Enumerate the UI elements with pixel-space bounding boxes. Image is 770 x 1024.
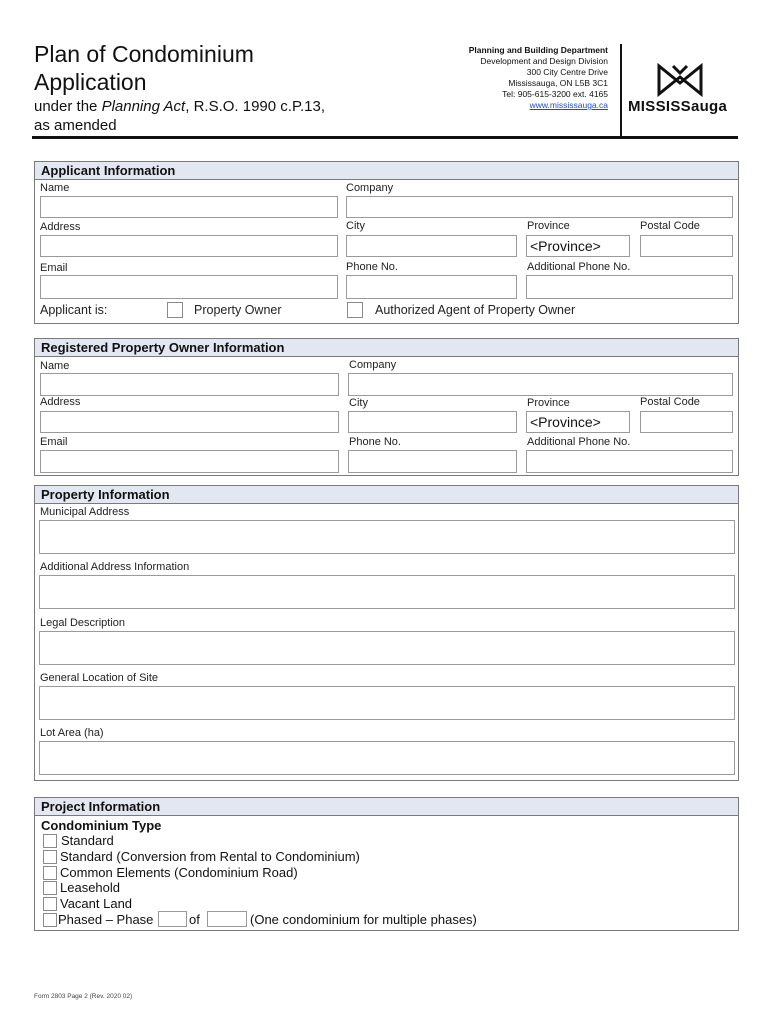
applicant-postal-input[interactable]	[640, 235, 733, 257]
owner-address-input[interactable]	[40, 411, 339, 433]
owner-email-input[interactable]	[40, 450, 339, 473]
owner-name-label: Name	[40, 360, 70, 372]
standard-label: Standard	[61, 833, 114, 848]
subtitle-post: , R.S.O. 1990 c.P.13,	[185, 98, 326, 115]
vacant-land-checkbox[interactable]	[43, 897, 57, 911]
applicant-city-input[interactable]	[346, 235, 517, 257]
applicant-phone-label: Phone No.	[346, 261, 398, 273]
owner-name-input[interactable]	[40, 373, 339, 396]
standard-conversion-label: Standard (Conversion from Rental to Condominium)	[60, 849, 360, 864]
municipal-address-label: Municipal Address	[40, 506, 130, 518]
phased-note: (One condominium for multiple phases)	[250, 912, 477, 927]
owner-postal-input[interactable]	[640, 411, 733, 433]
standard-conversion-checkbox[interactable]	[43, 850, 57, 864]
applicant-province-select[interactable]: <Province>	[526, 235, 630, 257]
applicant-address-label: Address	[40, 221, 81, 233]
department-contact	[348, 45, 608, 111]
dept-street: 300 City Centre Drive	[526, 67, 608, 77]
applicant-email-label: Email	[40, 262, 68, 274]
form-subtitle	[34, 97, 325, 135]
header-divider	[620, 44, 622, 136]
phase-of-label: of	[189, 912, 200, 927]
authorized-agent-checkbox[interactable]	[347, 302, 363, 318]
subtitle-pre: under the	[34, 98, 102, 115]
owner-city-input[interactable]	[348, 411, 517, 433]
subtitle-line2: as amended	[34, 117, 117, 134]
property-owner-checkbox[interactable]	[167, 302, 183, 318]
leasehold-checkbox[interactable]	[43, 881, 57, 895]
owner-addl-phone-label: Additional Phone No.	[527, 436, 631, 448]
phased-label: Phased – Phase	[58, 912, 154, 927]
phased-checkbox[interactable]	[43, 913, 57, 927]
legal-description-input[interactable]	[39, 631, 735, 665]
header-rule	[32, 136, 738, 139]
legal-description-label: Legal Description	[40, 617, 125, 629]
common-elements-checkbox[interactable]	[43, 866, 57, 880]
municipal-address-input[interactable]	[39, 520, 735, 554]
form-footer: Form 2803 Page 2 (Rev. 2020 02)	[34, 993, 133, 1000]
vacant-land-label: Vacant Land	[60, 896, 133, 911]
website-link[interactable]: www.mississauga.ca	[529, 100, 608, 110]
condominium-type-label: Condominium Type	[41, 818, 162, 833]
applicant-is-label: Applicant is:	[40, 303, 108, 317]
owner-company-label: Company	[349, 359, 397, 371]
lot-area-label: Lot Area (ha)	[40, 727, 104, 739]
dept-division: Development and Design Division	[480, 56, 608, 66]
mississauga-logo-icon	[655, 63, 705, 97]
common-elements-label: Common Elements (Condominium Road)	[60, 865, 298, 880]
property-heading: Property Information	[35, 486, 738, 504]
general-location-label: General Location of Site	[40, 672, 159, 684]
applicant-heading: Applicant Information	[35, 162, 738, 180]
applicant-phone-input[interactable]	[346, 275, 517, 299]
subtitle-act: Planning Act	[101, 98, 186, 115]
standard-checkbox[interactable]	[43, 834, 57, 848]
additional-address-label: Additional Address Information	[40, 561, 190, 573]
applicant-company-input[interactable]	[346, 196, 733, 218]
owner-city-label: City	[349, 397, 368, 409]
dept-phone: Tel: 905-615-3200 ext. 4165	[502, 89, 608, 99]
applicant-name-input[interactable]	[40, 196, 338, 218]
authorized-agent-label: Authorized Agent of Property Owner	[375, 303, 576, 317]
owner-phone-label: Phone No.	[349, 436, 401, 448]
phase-total-input[interactable]	[207, 911, 247, 927]
owner-province-label: Province	[527, 397, 570, 409]
lot-area-input[interactable]	[39, 741, 735, 775]
leasehold-label: Leasehold	[60, 880, 120, 895]
applicant-company-label: Company	[346, 182, 394, 194]
applicant-email-input[interactable]	[40, 275, 338, 299]
form-title	[34, 40, 254, 96]
form-title-line2: Application	[34, 69, 147, 95]
applicant-addl-phone-label: Additional Phone No.	[527, 261, 631, 273]
applicant-addl-phone-input[interactable]	[526, 275, 733, 299]
dept-city: Mississauga, ON L5B 3C1	[508, 78, 608, 88]
additional-address-input[interactable]	[39, 575, 735, 609]
applicant-address-input[interactable]	[40, 235, 338, 257]
applicant-province-label: Province	[527, 220, 570, 232]
logo-wordmark: MISSISSauga	[628, 98, 728, 115]
applicant-city-label: City	[346, 220, 365, 232]
owner-company-input[interactable]	[348, 373, 733, 396]
property-owner-label: Property Owner	[194, 303, 282, 317]
project-heading: Project Information	[35, 798, 738, 816]
dept-name: Planning and Building Department	[468, 45, 608, 55]
owner-addl-phone-input[interactable]	[526, 450, 733, 473]
phase-number-input[interactable]	[158, 911, 187, 927]
owner-postal-label: Postal Code	[640, 396, 700, 408]
applicant-name-label: Name	[40, 182, 70, 194]
owner-heading: Registered Property Owner Information	[35, 339, 738, 357]
form-title-line1: Plan of Condominium	[34, 41, 254, 67]
owner-phone-input[interactable]	[348, 450, 517, 473]
general-location-input[interactable]	[39, 686, 735, 720]
owner-province-select[interactable]: <Province>	[526, 411, 630, 433]
owner-email-label: Email	[40, 436, 68, 448]
owner-address-label: Address	[40, 396, 81, 408]
applicant-postal-label: Postal Code	[640, 220, 700, 232]
